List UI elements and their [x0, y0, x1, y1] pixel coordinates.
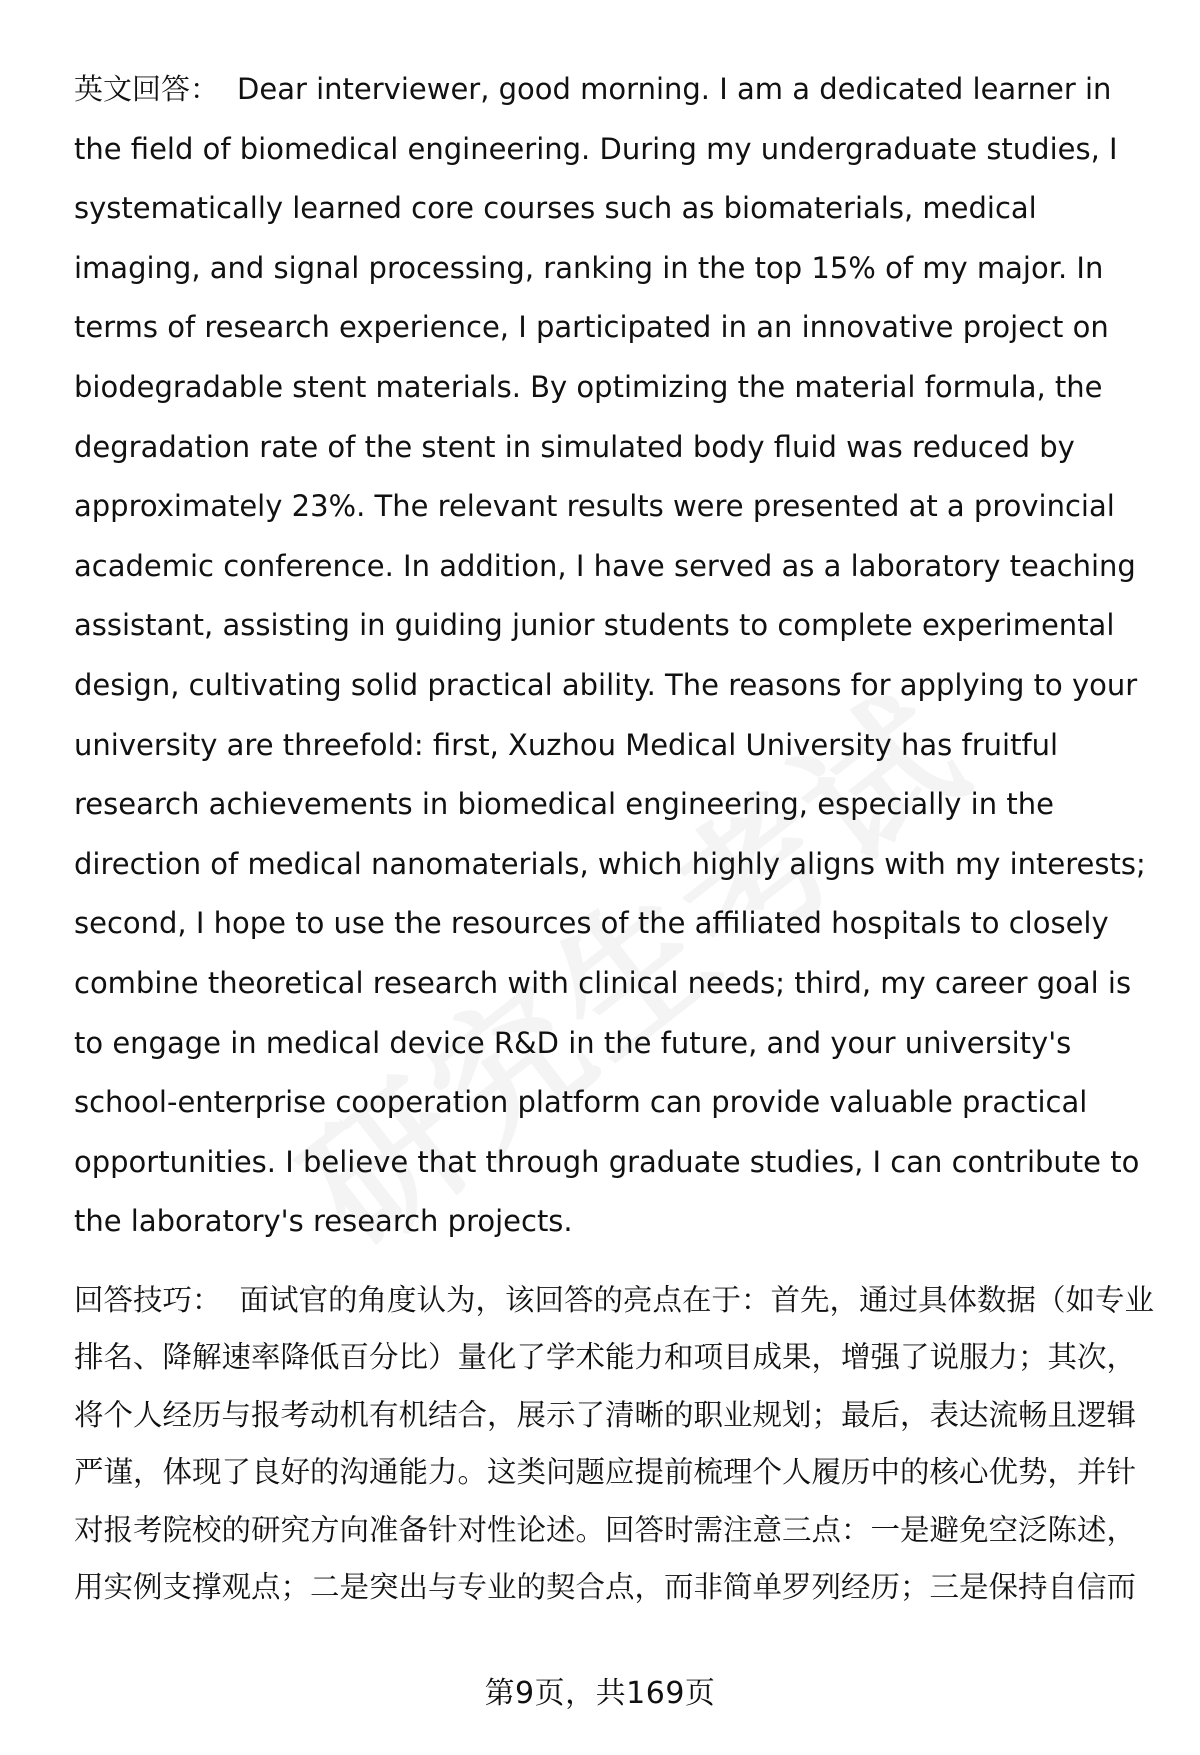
page-number: 第9页，共169页: [484, 1676, 716, 1711]
page-content: [74, 60, 1164, 1617]
english-answer-text: Dear interviewer, good morning. I am a dedicated learner in the field of biomedical engineering. During my undergraduate studies, I systematically learned core courses such as biomaterials, medical imaging, and signal processing, ranking in the top 15% of my major. In terms of research experience, I participated in an innovative project on biodegradable stent materials. By optimizing the material formula, the degradation rate of the stent in simulated body fluid was reduced by approximately 23%. The relevant results were presented at a provincial academic conference. In addition, I have served as a laboratory teaching assistant, assisting in guiding junior students to complete experimental design, cultivating solid practical ability. The reasons for applying to your university are threefold: first, Xuzhou Medical University has fruitful research achievements in biomedical engineering, especially in the direction of medical nanomaterials, which highly aligns with my interests; second, I hope to use the resources of the affiliated hospitals to closely combine theoretical research with clinical needs; third, my career goal is to engage in medical device R&D in the future, and your university's school-enterprise cooperation platform can provide valuable practical opportunities. I believe that through graduate studies, I can contribute to the laboratory's research projects.: [74, 72, 1146, 1239]
english-answer-label: 英文回答：: [74, 72, 220, 106]
answer-tips-text: 面试官的角度认为，该回答的亮点在于：首先，通过具体数据（如专业排名、降解速率降低百分比）量化了学术能力和项目成果，增强了说服力；其次，将个人经历与报考动机有机结合，展示了清晰的职业规划；最后，表达流畅且逻辑严谨，体现了良好的沟通能力。这类问题应提前梳理个人履历中的核心优势，并针对报考院校的研究方向准备针对性论述。回答时需注意三点：一是避免空泛陈述，用实例支撑观点；二是突出与专业的契合点，而非简单罗列经历；三是保持自信而: [74, 1282, 1155, 1605]
answer-tips-label: 回答技巧：: [74, 1282, 222, 1317]
english-answer-paragraph: [74, 60, 1164, 1252]
answer-tips-paragraph: [74, 1272, 1164, 1617]
